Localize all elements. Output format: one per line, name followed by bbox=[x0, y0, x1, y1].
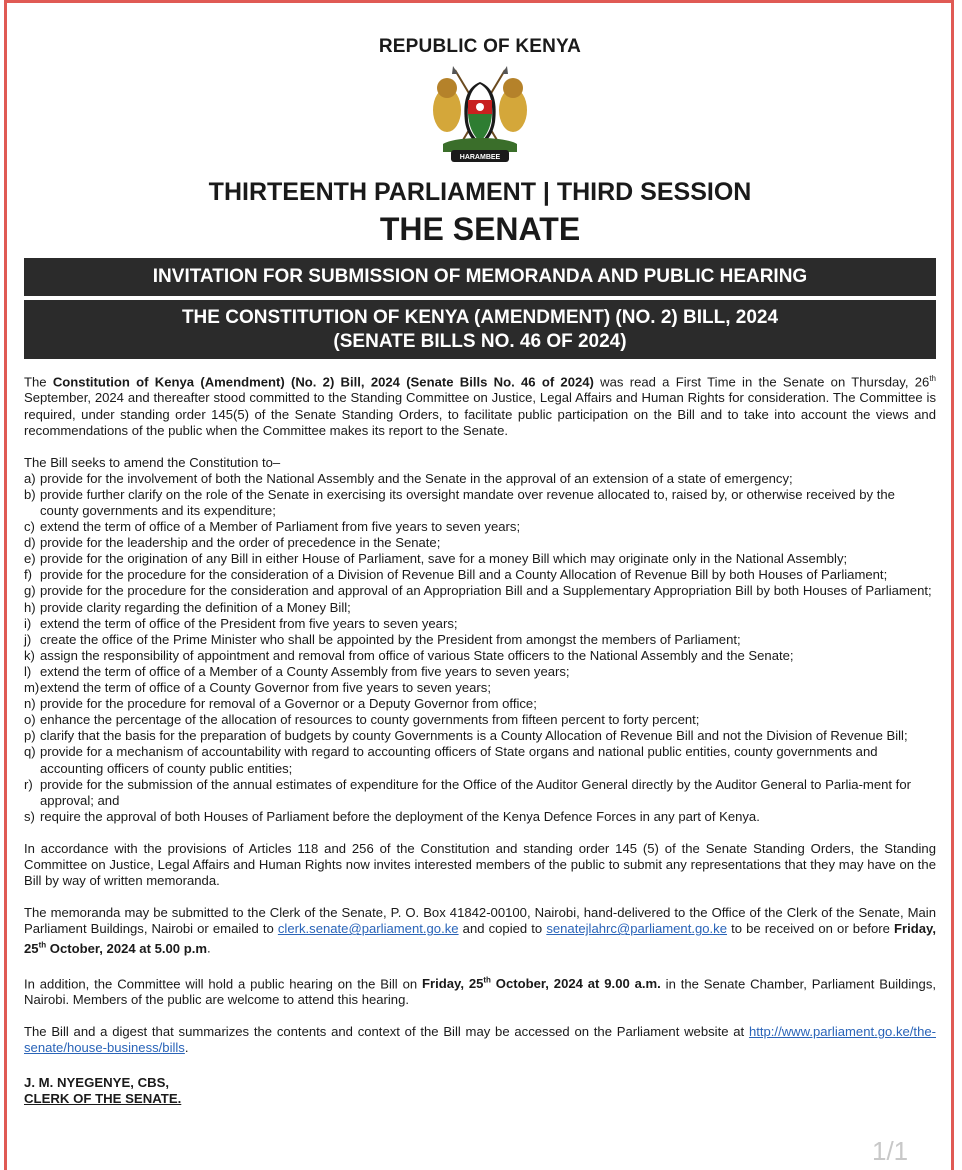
amendment-letter: m) bbox=[24, 680, 40, 696]
amendment-letter: k) bbox=[24, 647, 35, 663]
amendment-letter: a) bbox=[24, 470, 36, 486]
amendment-item bbox=[24, 777, 936, 809]
amendment-text: provide for a mechanism of accountability with regard to accounting officers of State organs and national public entities, county governments and accounting officers of county public entities; bbox=[40, 744, 878, 776]
bill-title-line1: THE CONSTITUTION OF KENYA (AMENDMENT) (NO. 2) BILL, 2024 bbox=[181, 307, 779, 328]
amendment-item bbox=[24, 648, 936, 664]
amendment-item bbox=[24, 696, 936, 712]
amendment-text: extend the term of office of a Member of Parliament from five years to seven years; bbox=[40, 519, 521, 535]
amendment-letter: e) bbox=[24, 551, 36, 567]
hearing-date: Friday, 25th October, 2024 at 9.00 a.m. bbox=[422, 975, 661, 992]
invitation-paragraph: In accordance with the provisions of Articles 118 and 256 of the Constitution and standing order 145 (5) of the Senate Standing Orders, the Standing Committee on Justice, Legal Affairs and Human Rights now invites interested members of the public to submit any representations that they may have on the Bill by way of written memoranda. bbox=[24, 840, 936, 889]
amendment-text: provide for the procedure for the consideration and approval of an Appropriation Bill and a Supplementary Appropriation Bill by both Houses of Parliament; bbox=[40, 583, 932, 599]
amendment-text: extend the term of office of a County Governor from five years to seven years; bbox=[40, 680, 491, 696]
amendment-letter: b) bbox=[24, 486, 36, 502]
amendment-letter: q) bbox=[24, 744, 36, 760]
amendment-text: provide for the submission of the annual estimates of expenditure for the Office of the Auditor General directly by the Auditor General to Parlia-ment for approval; and bbox=[40, 776, 911, 808]
bill-title-line2: (SENATE BILLS NO. 46 OF 2024) bbox=[333, 331, 627, 352]
republic-heading: REPUBLIC OF KENYA bbox=[378, 36, 582, 57]
amendment-item bbox=[24, 809, 936, 825]
amendment-letter: s) bbox=[24, 808, 35, 824]
amendment-letter: h) bbox=[24, 599, 36, 615]
amendment-item bbox=[24, 600, 936, 616]
amendment-letter: g) bbox=[24, 583, 36, 599]
page-indicator: 1/1 bbox=[872, 1136, 909, 1166]
amendment-item bbox=[24, 487, 936, 519]
invitation-banner: INVITATION FOR SUBMISSION OF MEMORANDA AND PUBLIC HEARING bbox=[24, 258, 936, 296]
amendment-text: require the approval of both Houses of Parliament before the deployment of the Kenya Defence Forces in any part of Kenya. bbox=[40, 808, 760, 824]
bill-name: Constitution of Kenya (Amendment) (No. 2) Bill, 2024 (Senate Bills No. 46 of 2024) bbox=[52, 374, 594, 390]
clerk-title: CLERK OF THE SENATE. bbox=[24, 1090, 182, 1106]
amendment-text: create the office of the Prime Minister who shall be appointed by the President from amongst the members of Parliament; bbox=[40, 631, 741, 647]
amendment-list bbox=[24, 471, 936, 825]
amendment-item bbox=[24, 519, 936, 535]
amendment-text: provide for the origination of any Bill in either House of Parliament, save for a money Bill which may originate only in the National Assembly; bbox=[40, 551, 848, 567]
amendment-item bbox=[24, 728, 936, 744]
submission-paragraph: The memoranda may be submitted to the Clerk of the Senate, P. O. Box 41842-00100, Nairobi, hand-delivered to the Office of the Clerk of the Senate, Main Parliament Buildings, Nairobi or emailed to clerk.senate@parliament.go.ke and copied to senatejlahrc@parliament.go.ke to be received on or before Friday, 25th October, 2024 at 5.00 p.m. bbox=[24, 905, 936, 956]
clerk-email-link[interactable]: clerk.senate@parliament.go.ke bbox=[277, 921, 459, 937]
amendment-item bbox=[24, 616, 936, 632]
amendment-letter: l) bbox=[24, 663, 32, 679]
amendment-item bbox=[24, 744, 936, 776]
amendment-letter: r) bbox=[24, 776, 33, 792]
amendment-letter: d) bbox=[24, 535, 36, 551]
amendment-item bbox=[24, 567, 936, 583]
amendment-item bbox=[24, 712, 936, 728]
amendment-item bbox=[24, 471, 936, 487]
amendment-item bbox=[24, 583, 936, 599]
amendment-item bbox=[24, 680, 936, 696]
amendment-text: provide for the involvement of both the National Assembly and the Senate in the approval of an extension of a state of emergency; bbox=[40, 470, 793, 486]
amendment-item bbox=[24, 535, 936, 551]
amendment-item bbox=[24, 664, 936, 680]
amendment-text: provide for the procedure for the consideration of a Division of Revenue Bill and a County Allocation of Revenue Bill by both Houses of Parliament; bbox=[40, 567, 888, 583]
amendment-text: enhance the percentage of the allocation of resources to county governments from fifteen percent to forty percent; bbox=[40, 712, 700, 728]
amendment-item bbox=[24, 632, 936, 648]
amendment-letter: n) bbox=[24, 696, 36, 712]
amendment-text: extend the term of office of a Member of a County Assembly from five years to seven years; bbox=[40, 663, 570, 679]
bill-title-banner bbox=[24, 300, 936, 359]
amendment-letter: o) bbox=[24, 712, 36, 728]
senate-heading: THE SENATE bbox=[379, 211, 581, 247]
parliament-session-heading: THIRTEENTH PARLIAMENT | THIRD SESSION bbox=[208, 178, 752, 206]
committee-email-link[interactable]: senatejlahrc@parliament.go.ke bbox=[546, 921, 728, 937]
signature-block bbox=[24, 1075, 936, 1107]
amendment-text: extend the term of office of the President from five years to seven years; bbox=[40, 615, 458, 631]
notice-document bbox=[24, 36, 936, 1107]
clerk-name: J. M. NYEGENYE, CBS, bbox=[24, 1074, 170, 1090]
parliament-website-link[interactable]: http://www.parliament.go.ke/the-senate/house-business/bills bbox=[24, 1024, 936, 1056]
amendment-letter: j) bbox=[24, 631, 32, 647]
amendment-letter: c) bbox=[24, 519, 35, 535]
amendment-text: provide for the procedure for removal of a Governor or a Deputy Governor from office; bbox=[40, 696, 537, 712]
amendment-letter: i) bbox=[24, 615, 32, 631]
hearing-paragraph: In addition, the Committee will hold a public hearing on the Bill on Friday, 25th October, 2024 at 9.00 a.m. in the Senate Chamber, Parliament Buildings, Nairobi. Members of the public are welcome to attend this hearing. bbox=[24, 975, 936, 1008]
intro-paragraph: The Constitution of Kenya (Amendment) (No. 2) Bill, 2024 (Senate Bills No. 46 of 2024) was read a First Time in the Senate on Thursday, 26th September, 2024 and thereafter stood committed to the Standing Committee on Justice, Legal Affairs and Human Rights for consideration. The Committee is required, under standing order 145(5) of the Senate Standing Orders, to facilitate public participation on the Bill and to take into account the views and recommendations of the public when the Committee makes its report to the Senate. bbox=[24, 374, 936, 438]
amendment-text: provide further clarify on the role of the Senate in exercising its oversight mandate over revenue allocated to, raised by, or otherwise received by the county governments and its expenditure; bbox=[40, 486, 895, 519]
amendment-item bbox=[24, 551, 936, 567]
kenya-coat-of-arms-icon bbox=[425, 64, 535, 168]
website-paragraph: The Bill and a digest that summarizes the contents and context of the Bill may be accessed on the Parliament website at http://www.parliament.go.ke/the-senate/house-business/bills. bbox=[24, 1024, 936, 1056]
amendment-letter: p) bbox=[24, 728, 36, 744]
submission-deadline: Friday, 25th October, 2024 at 5.00 p.m bbox=[24, 921, 936, 956]
svg-text:HARAMBEE: HARAMBEE bbox=[459, 154, 501, 161]
amendment-text: assign the responsibility of appointment and removal from office of various State officers to the National Assembly and the Senate; bbox=[40, 647, 794, 663]
amendment-letter: f) bbox=[24, 567, 32, 583]
amendment-text: clarify that the basis for the preparation of budgets by county Governments is a County Allocation of Revenue Bill and not the Division of Revenue Bill; bbox=[40, 728, 908, 744]
amendment-text: provide for the leadership and the order of precedence in the Senate; bbox=[40, 535, 441, 551]
amendment-text: provide clarity regarding the definition of a Money Bill; bbox=[40, 599, 351, 615]
seeks-lead: The Bill seeks to amend the Constitution to– bbox=[24, 454, 281, 470]
